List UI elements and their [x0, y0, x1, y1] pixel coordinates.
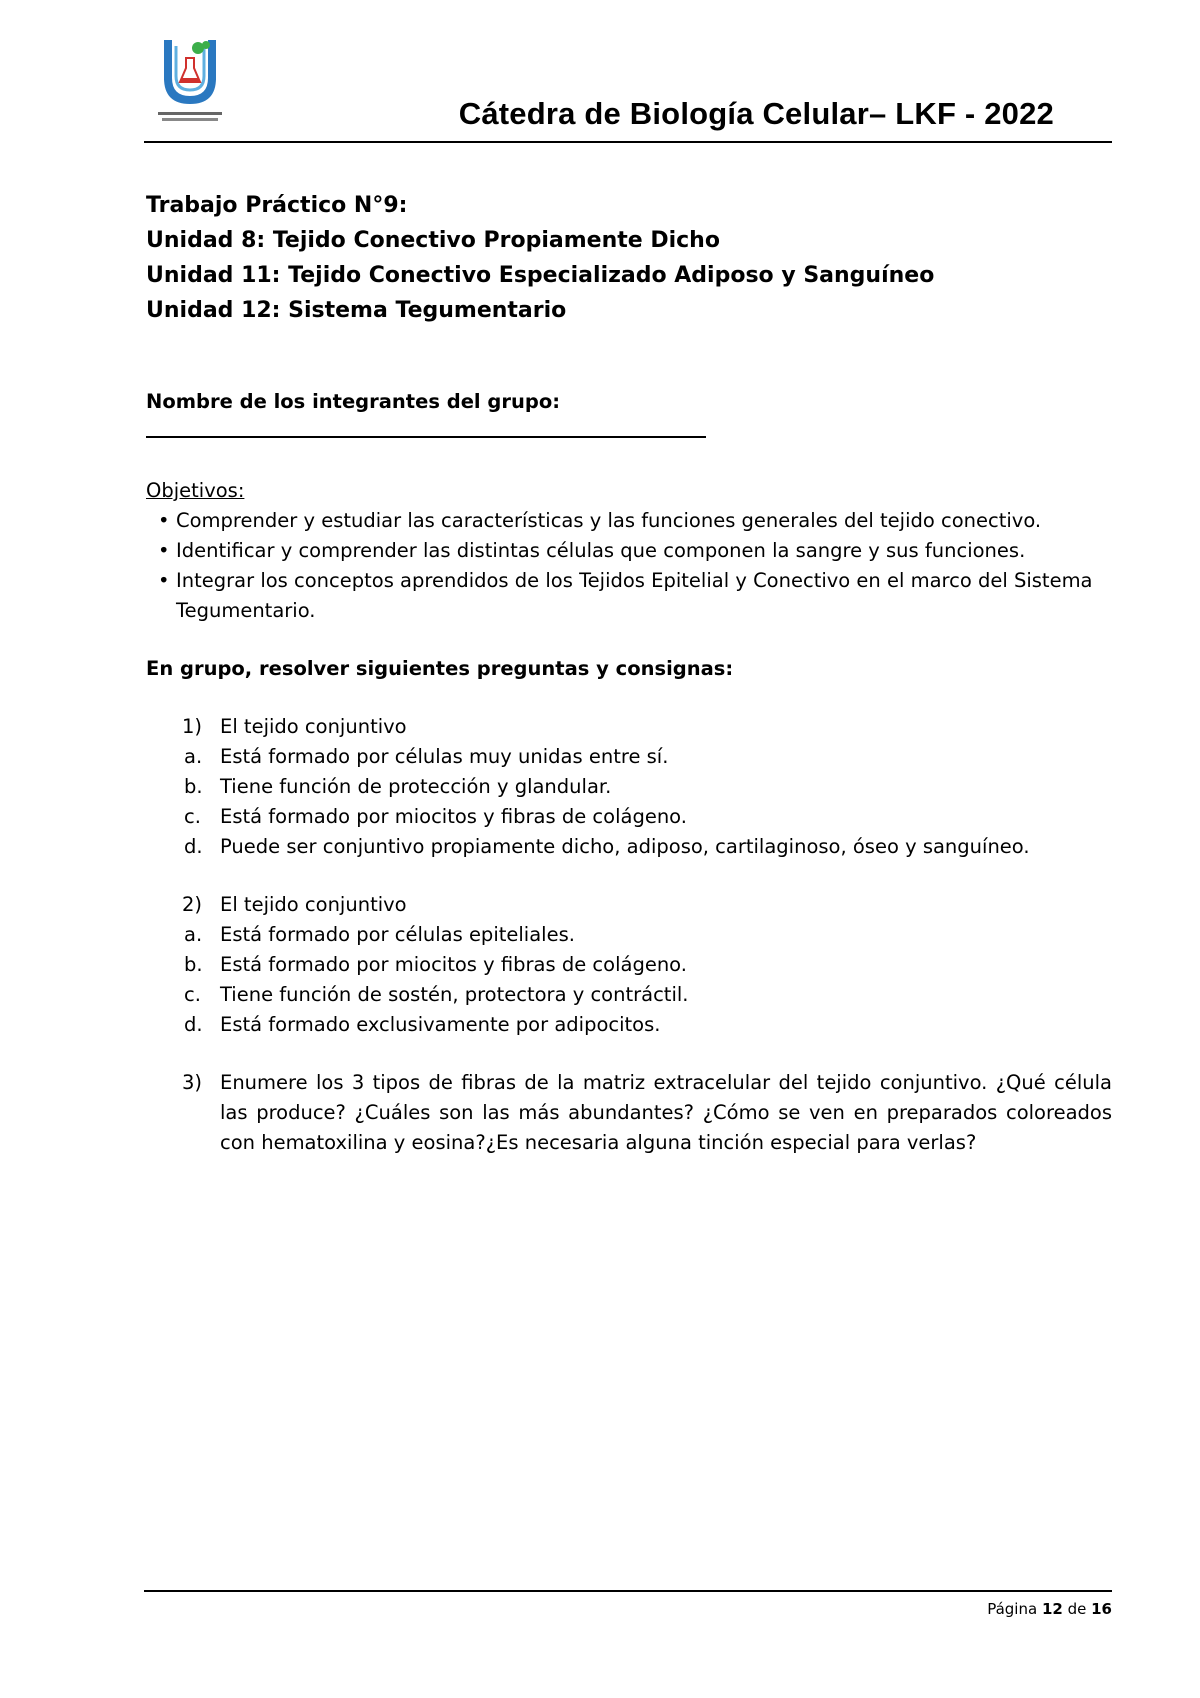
page-number: 12 — [1041, 1600, 1063, 1618]
option-item: d. Puede ser conjuntivo propiamente dicho, adiposo, cartilaginoso, óseo y sanguíneo. — [184, 835, 1030, 858]
group-instruction: En grupo, resolver siguientes preguntas y consignas: — [146, 657, 734, 680]
question-2 — [146, 890, 1112, 1040]
question-number: 3) — [182, 1071, 203, 1094]
footer-divider — [144, 1590, 1112, 1592]
total-pages: 16 — [1091, 1600, 1112, 1618]
group-members-line — [146, 388, 1112, 446]
option-item: a. Está formado por células epiteliales. — [184, 923, 575, 946]
document-header-title: Cátedra de Biología Celular– LKF - 2022 — [458, 96, 1054, 131]
question-number: 1) — [182, 715, 203, 738]
page-footer — [987, 1600, 1112, 1618]
question-text: Enumere los 3 tipos de fibras de la matriz extracelular del tejido conjuntivo. ¿Qué célula las produce? ¿Cuáles son las más abundantes? ¿Cómo se ven en preparados coloreados con hematoxilina y eosina?¿Es necesaria alguna tinción especial para verlas? — [220, 1071, 1112, 1154]
option-list — [184, 742, 1112, 862]
unit-title-8: Unidad 8: Tejido Conectivo Propiamente Dicho — [146, 228, 720, 253]
practical-title: Trabajo Práctico N°9: — [146, 193, 408, 218]
unit-title-11: Unidad 11: Tejido Conectivo Especializado Adiposo y Sanguíneo — [146, 263, 935, 288]
option-item: c. Está formado por miocitos y fibras de colágeno. — [184, 805, 687, 828]
question-1 — [146, 712, 1112, 862]
objective-item: • Comprender y estudiar las características y las funciones generales del tejido conectivo. — [146, 506, 1112, 536]
group-members-blank — [146, 416, 706, 438]
option-list — [184, 920, 1112, 1040]
option-item: b. Tiene función de protección y glandular. — [184, 775, 612, 798]
bullet-icon: • — [158, 569, 170, 592]
question-3 — [146, 1068, 1112, 1158]
objective-item: • Integrar los conceptos aprendidos de los Tejidos Epitelial y Conectivo en el marco del Sistema Tegumentario. — [146, 566, 1112, 626]
option-item: b. Está formado por miocitos y fibras de colágeno. — [184, 953, 687, 976]
university-logo-icon — [158, 38, 232, 128]
unit-title-12: Unidad 12: Sistema Tegumentario — [146, 298, 567, 323]
objective-item: • Identificar y comprender las distintas células que componen la sangre y sus funciones. — [146, 536, 1112, 566]
bullet-icon: • — [158, 539, 170, 562]
of-label: de — [1067, 1600, 1087, 1618]
document-body — [146, 188, 1112, 1158]
objectives-list — [146, 506, 1112, 626]
group-members-label: Nombre de los integrantes del grupo: — [146, 390, 561, 413]
question-number: 2) — [182, 893, 203, 916]
option-item: a. Está formado por células muy unidas entre sí. — [184, 745, 669, 768]
option-item: c. Tiene función de sostén, protectora y contráctil. — [184, 983, 689, 1006]
bullet-icon: • — [158, 509, 170, 532]
objectives-heading: Objetivos: — [146, 479, 245, 502]
question-text: El tejido conjuntivo — [220, 893, 407, 916]
header-divider — [144, 141, 1112, 143]
option-item: d. Está formado exclusivamente por adipocitos. — [184, 1013, 661, 1036]
page-label: Página — [987, 1600, 1038, 1618]
question-text: El tejido conjuntivo — [220, 715, 407, 738]
title-block — [146, 188, 1112, 328]
